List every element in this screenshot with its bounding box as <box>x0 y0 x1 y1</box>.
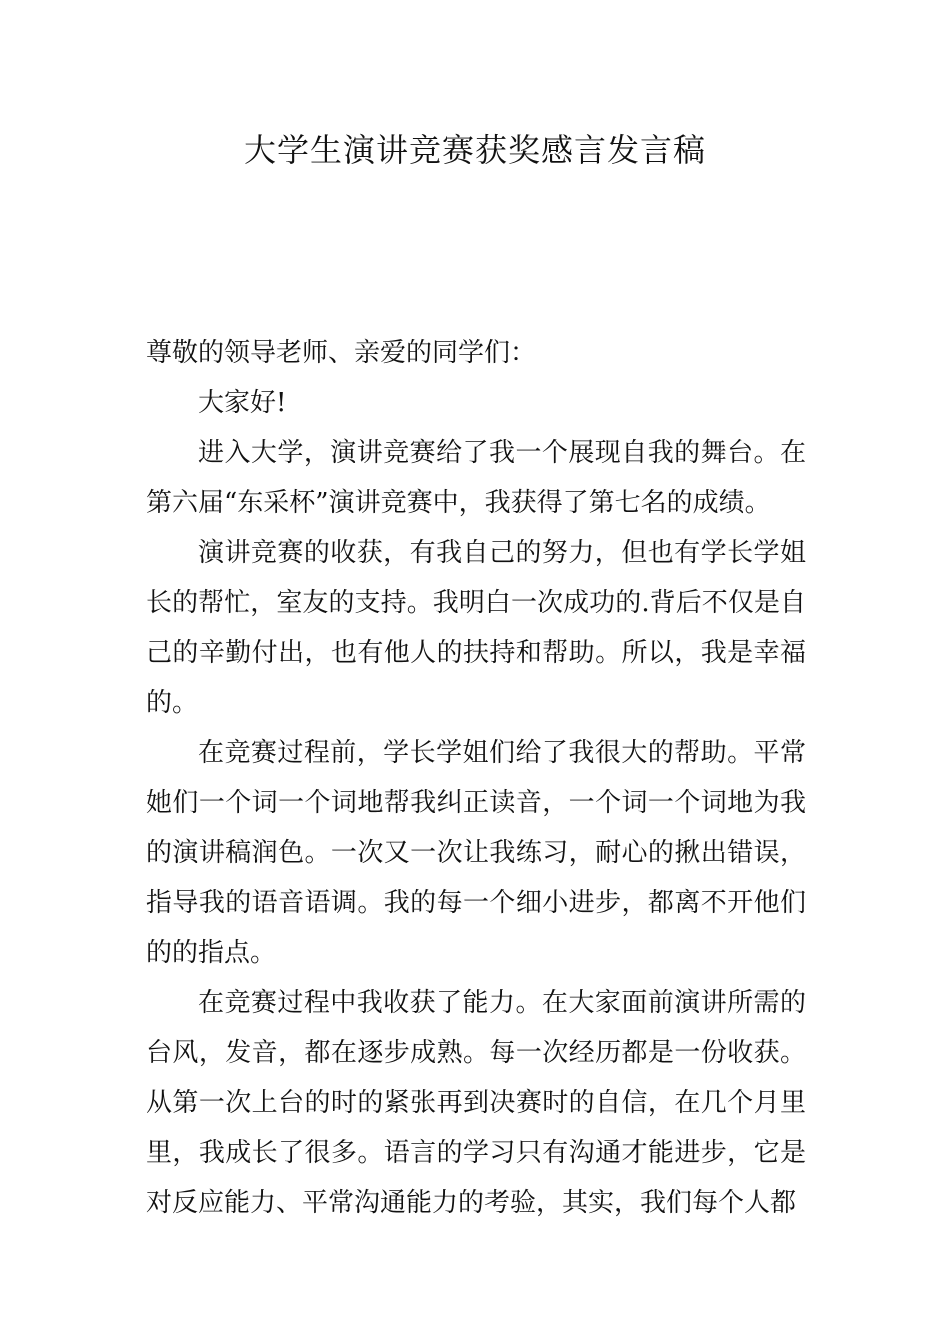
salutation: 尊敬的领导老师、亲爱的同学们： <box>146 338 537 368</box>
greeting-paragraph: 大家好! <box>198 388 287 418</box>
body-paragraph: 在竞赛过程前，学长学姐们给了我很大的帮助。平常她们一个词一个词地帮我纠正读音，一个词一个词地为我的演讲稿润色。一次又一次让我练习，耐心的揪出错误，指导我的语音语调。我的每一个细小进步，都离不开他们的的指点。 <box>146 738 806 968</box>
document-body <box>146 328 806 1228</box>
body-paragraph: 进入大学，演讲竞赛给了我一个展现自我的舞台。在第六届“东采杯”演讲竞赛中，我获得了第七名的成绩。 <box>146 438 806 518</box>
body-paragraph: 演讲竞赛的收获，有我自己的努力，但也有学长学姐长的帮忙，室友的支持。我明白一次成功的.背后不仅是自己的辛勤付出，也有他人的扶持和帮助。所以，我是幸福的。 <box>146 538 806 718</box>
body-paragraph: 在竞赛过程中我收获了能力。在大家面前演讲所需的台风，发音，都在逐步成熟。每一次经历都是一份收获。从第一次上台的时的紧张再到决赛时的自信，在几个月里里，我成长了很多。语言的学习只有沟通才能进步，它是对反应能力、平常沟通能力的考验，其实，我们每个人都 <box>146 988 806 1218</box>
document-title: 大学生演讲竞赛获奖感言发言稿 <box>243 131 706 169</box>
